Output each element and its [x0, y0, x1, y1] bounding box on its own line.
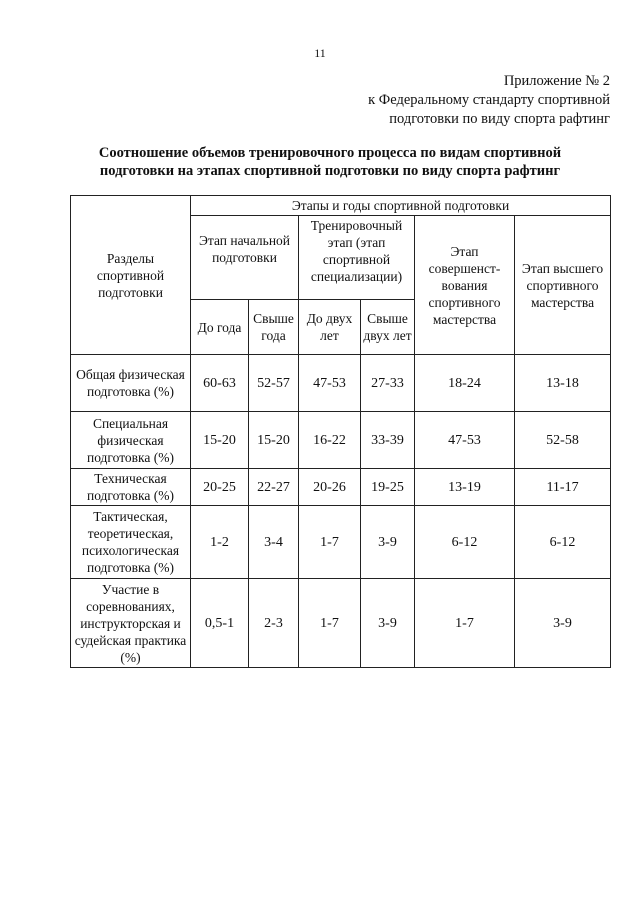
header-stages-group: Этапы и годы спортивной подготовки: [191, 196, 611, 216]
table-cell: 15-20: [249, 412, 299, 469]
appendix-reference: [368, 72, 610, 129]
table-cell: 13-19: [415, 469, 515, 506]
row-label: Техническая подготовка (%): [71, 469, 191, 506]
table-cell: 22-27: [249, 469, 299, 506]
table-cell: 33-39: [361, 412, 415, 469]
table-cell: 15-20: [191, 412, 249, 469]
table-cell: 1-7: [415, 579, 515, 668]
table-cell: 19-25: [361, 469, 415, 506]
title-line-2: подготовки на этапах спортивной подготовки по виду спорта рафтинг: [99, 163, 561, 179]
table-row: [71, 579, 611, 668]
table-cell: 16-22: [299, 412, 361, 469]
table-row: [71, 355, 611, 412]
table-cell: 11-17: [515, 469, 611, 506]
header-row-1: [71, 196, 611, 216]
table-row: [71, 469, 611, 506]
row-label: Специальная физическая подготовка (%): [71, 412, 191, 469]
table-cell: 18-24: [415, 355, 515, 412]
header-higher-stage: Этап высшего спортивного мастерства: [515, 216, 611, 355]
table-cell: 47-53: [299, 355, 361, 412]
table-cell: 6-12: [515, 506, 611, 579]
table-row: [71, 412, 611, 469]
table-cell: 13-18: [515, 355, 611, 412]
header-training-up-to-two: До двух лет: [299, 300, 361, 355]
table-cell: 20-26: [299, 469, 361, 506]
row-label: Общая физическая подготовка (%): [71, 355, 191, 412]
table-cell: 52-57: [249, 355, 299, 412]
header-sections: Разделы спортивной подготовки: [71, 196, 191, 355]
table-row: [71, 506, 611, 579]
row-label: Участие в соревнованиях, инструкторская и судейская практика (%): [71, 579, 191, 668]
table-cell: 0,5-1: [191, 579, 249, 668]
table-cell: 52-58: [515, 412, 611, 469]
table-cell: 1-7: [299, 579, 361, 668]
table-cell: 3-9: [361, 579, 415, 668]
header-initial-up-to-year: До года: [191, 300, 249, 355]
table-cell: 47-53: [415, 412, 515, 469]
table-cell: 2-3: [249, 579, 299, 668]
page-number: 11: [314, 46, 326, 60]
header-training-over-two: Свыше двух лет: [361, 300, 415, 355]
training-ratio-table: [70, 195, 611, 668]
table-cell: 1-2: [191, 506, 249, 579]
table-cell: 3-9: [515, 579, 611, 668]
header-initial-stage: Этап начальной подготовки: [191, 216, 299, 300]
table-cell: 3-9: [361, 506, 415, 579]
header-improvement-stage: Этап совершенст-вования спортивного мастерства: [415, 216, 515, 355]
table-cell: 6-12: [415, 506, 515, 579]
document-title: [60, 144, 600, 180]
header-initial-over-year: Свыше года: [249, 300, 299, 355]
row-label: Тактическая, теоретическая, психологическая подготовка (%): [71, 506, 191, 579]
appendix-line-2: к Федеральному стандарту спортивной: [368, 92, 610, 108]
table-cell: 27-33: [361, 355, 415, 412]
appendix-line-3: подготовки по виду спорта рафтинг: [389, 111, 610, 127]
table-cell: 3-4: [249, 506, 299, 579]
appendix-line-1: Приложение № 2: [503, 73, 610, 89]
table-cell: 1-7: [299, 506, 361, 579]
table-cell: 60-63: [191, 355, 249, 412]
header-training-stage: Тренировочный этап (этап спортивной специализации): [299, 216, 415, 300]
table-cell: 20-25: [191, 469, 249, 506]
title-line-1: Соотношение объемов тренировочного процесса по видам спортивной: [98, 145, 562, 161]
